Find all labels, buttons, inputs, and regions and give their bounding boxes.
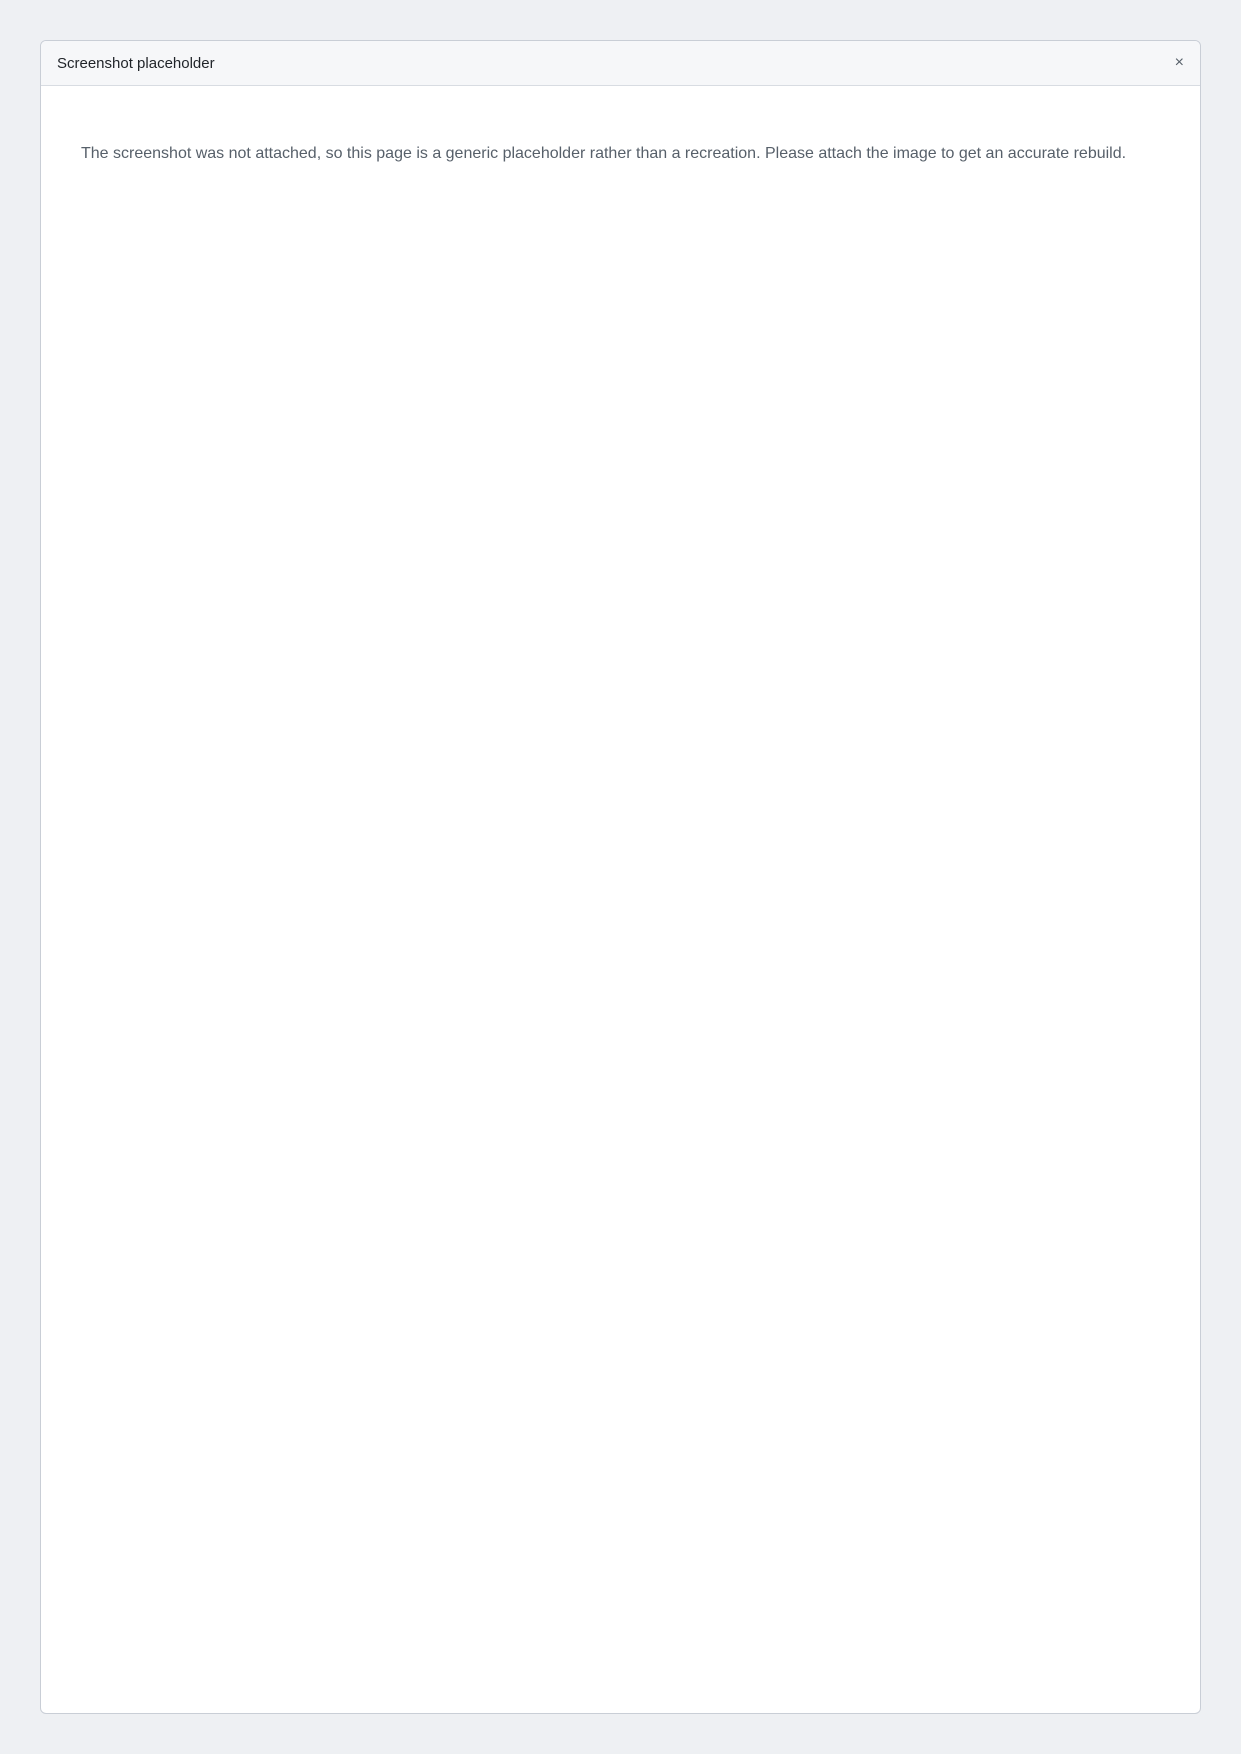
window-title: Screenshot placeholder: [57, 54, 215, 72]
close-icon[interactable]: ×: [1174, 54, 1184, 71]
main-content: [41, 86, 1200, 222]
title-bar: [41, 41, 1200, 86]
app-window: [40, 40, 1201, 1714]
placeholder-message: The screenshot was not attached, so this page is a generic placeholder rather than a recreation. Please attach the image to get an accurate rebuild.: [81, 145, 1127, 162]
